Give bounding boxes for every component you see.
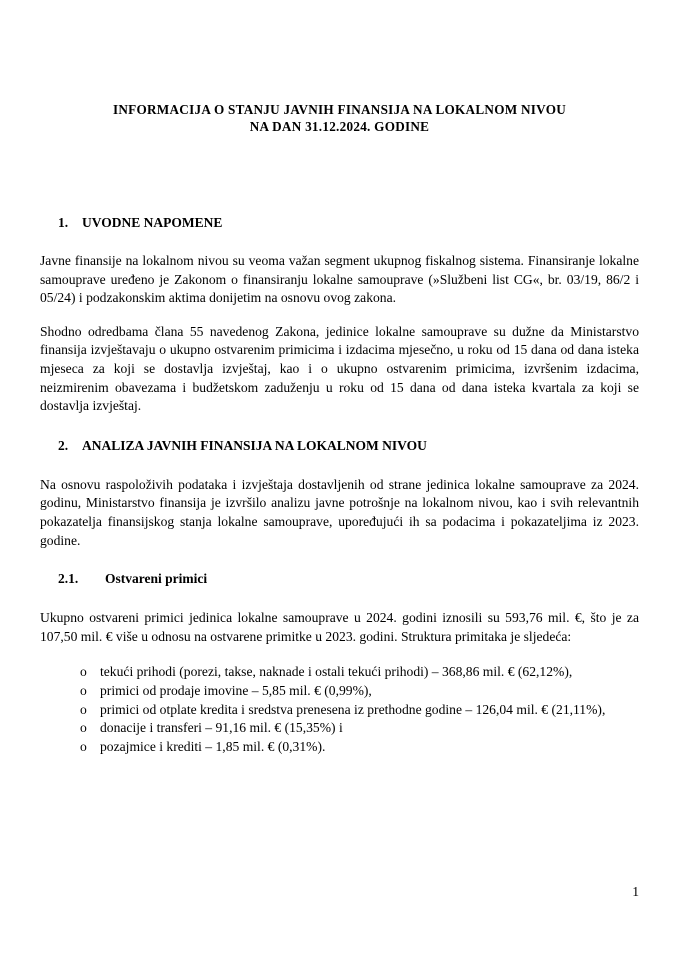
document-title — [40, 101, 639, 135]
spacer — [40, 308, 639, 323]
document-title-line-2: NA DAN 31.12.2024. GODINE — [249, 119, 430, 134]
paragraph-receipts-1: Ukupno ostvareni primici jedinica lokalne samouprave u 2024. godini iznosili su 593,76 mil. €, što je za 107,50 mil. € više u odnosu na ostvarene primitke u 2023. godini. Struktura primitaka je sljedeća: — [40, 610, 639, 644]
spacer — [40, 646, 639, 663]
spacer — [40, 231, 639, 252]
section-heading-analiza — [40, 438, 639, 454]
bullet-marker-icon: o — [80, 701, 87, 717]
bullet-marker-icon: o — [80, 664, 87, 680]
list-item — [40, 719, 639, 738]
list-item-text: pozajmice i krediti – 1,85 mil. € (0,31%). — [100, 738, 326, 754]
section-heading-text: ANALIZA JAVNIH FINANSIJA NA LOKALNOM NIVOU — [82, 437, 427, 453]
section-heading-uvodne-napomene — [40, 215, 639, 231]
spacer — [40, 416, 639, 438]
page-content — [40, 0, 639, 756]
spacer — [40, 454, 639, 476]
bullet-marker-icon: o — [80, 738, 87, 754]
section-number: 1. — [58, 215, 69, 230]
paragraph-intro-2: Shodno odredbama člana 55 navedenog Zakona, jedinice lokalne samouprave su dužne da Ministarstvo finansija izvještavaju o ukupno ostvarenim primicima i izdacima mjesečno, u roku od 15 dana od dana isteka mjeseca za koji se dostavlja izvještaj, kao i o ukupno ostvarenim primicima, izvršenim izdacima, neizmirenim obavezama i budžetskom zaduženju u roku od 15 dana od dana isteka kvartala za koji se dostavlja izvještaj. — [40, 323, 639, 414]
paragraph-intro-1: Javne finansije na lokalnom nivou su veoma važan segment ukupnog fiskalnog sistema. Finansiranje lokalne samouprave uređeno je Zakonom o finansiranju lokalne samouprave (»Službeni list CG«, br. 03/19, 86/2 i 05/24) i podzakonskim aktima donijetim na osnovu ovog zakona. — [40, 253, 639, 306]
spacer — [40, 550, 639, 571]
document-title-line-1: INFORMACIJA O STANJU JAVNIH FINANSIJA NA LOKALNOM NIVOU — [112, 102, 567, 117]
page-number: 1 — [632, 884, 639, 899]
list-item-text: primici od prodaje imovine – 5,85 mil. € (0,99%), — [100, 682, 372, 698]
list-item-text: tekući prihodi (porezi, takse, naknade i ostali tekući prihodi) – 368,86 mil. € (62,12%), — [100, 664, 573, 680]
spacer — [40, 135, 639, 215]
bullet-marker-icon: o — [80, 682, 87, 698]
spacer — [40, 587, 639, 609]
paragraph-analysis-1: Na osnovu raspoloživih podataka i izvještaja dostavljenih od strane jedinica lokalne samouprave za 2024. godinu, Ministarstvo finansija je izvršilo analizu javne potrošnje na lokalnom nivou, kao i svih relevantnih pokazatelja finansijskog stanja lokalne samouprave, upoređujući ih sa podacima i pokazateljima iz 2023. godine. — [40, 476, 639, 548]
subsection-heading-text: Ostvareni primici — [105, 571, 208, 587]
subsection-number: 2.1. — [58, 571, 79, 587]
list-item — [40, 663, 639, 682]
receipts-structure-list — [40, 663, 639, 756]
bullet-marker-icon: o — [80, 720, 87, 736]
section-heading-text: UVODNE NAPOMENE — [82, 215, 223, 230]
list-item — [40, 682, 639, 701]
list-item-text: primici od otplate kredita i sredstva prenesena iz prethodne godine – 126,04 mil. € (21,11%), — [100, 701, 606, 717]
subsection-heading-ostvareni-primici — [40, 571, 639, 587]
list-item — [40, 701, 639, 720]
list-item — [40, 738, 639, 757]
section-number: 2. — [58, 437, 69, 453]
list-item-text: donacije i transferi – 91,16 mil. € (15,35%) i — [100, 720, 343, 736]
